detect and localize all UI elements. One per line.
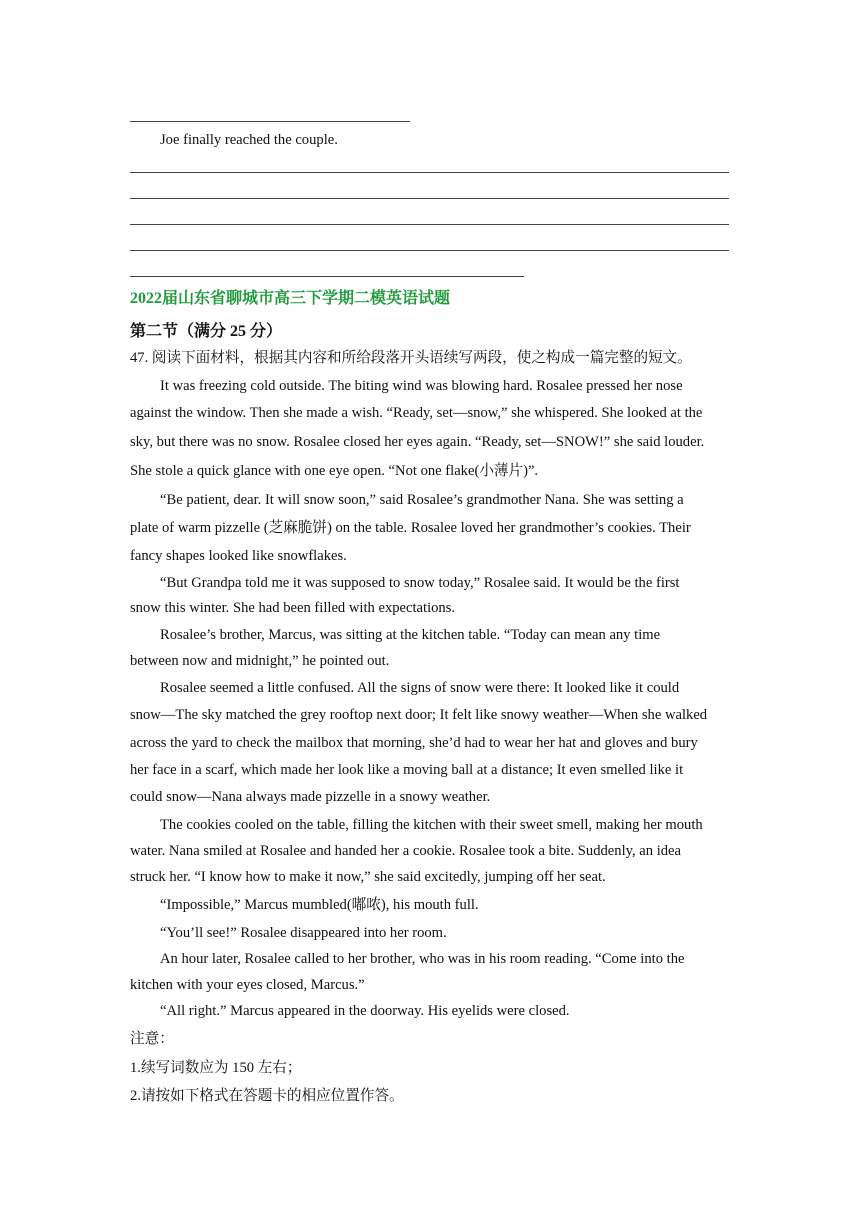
notes-item-format: 2.请按如下格式在答题卡的相应位置作答。 xyxy=(130,1088,404,1104)
passage-line: The cookies cooled on the table, filling the kitchen with their sweet smell, making her mouth xyxy=(160,817,703,833)
passage-line: her face in a scarf, which made her look like a moving ball at a distance; It even smelled like it xyxy=(130,762,684,778)
passage-line: Rosalee seemed a little confused. All the signs of snow were there: It looked like it could xyxy=(160,680,680,696)
passage-line: across the yard to check the mailbox that morning, she’d had to wear her hat and gloves and bury xyxy=(130,735,698,751)
passage-line: fancy shapes looked like snowflakes. xyxy=(130,548,347,564)
passage-line: sky, but there was no snow. Rosalee closed her eyes again. “Ready, set—SNOW!” she said louder. xyxy=(130,434,705,450)
answer-line xyxy=(130,198,729,199)
passage-line: “All right.” Marcus appeared in the doorway. His eyelids were closed. xyxy=(160,1003,570,1019)
passage-line: plate of warm pizzelle (芝麻脆饼) on the table. Rosalee loved her grandmother’s cookies. Their xyxy=(130,520,691,536)
passage-line: Rosalee’s brother, Marcus, was sitting at the kitchen table. “Today can mean any time xyxy=(160,627,661,643)
answer-line xyxy=(130,276,524,277)
notes-label: 注意： xyxy=(130,1031,174,1047)
passage-line: She stole a quick glance with one eye open. “Not one flake(小薄片)”. xyxy=(130,463,539,479)
passage-line: between now and midnight,” he pointed out. xyxy=(130,653,390,669)
passage-line: could snow—Nana always made pizzelle in a snowy weather. xyxy=(130,789,491,805)
notes-item-word-count: 1.续写词数应为 150 左右； xyxy=(130,1060,302,1076)
question-instruction: 47. 阅读下面材料，根据其内容和所给段落开头语续写两段，使之构成一篇完整的短文。 xyxy=(130,350,692,366)
passage-line: against the window. Then she made a wish. “Ready, set—snow,” she whispered. She looked at the xyxy=(130,405,703,421)
answer-line xyxy=(130,224,729,225)
passage-line: kitchen with your eyes closed, Marcus.” xyxy=(130,977,365,993)
passage-line: snow—The sky matched the grey rooftop next door; It felt like snowy weather—When she walked xyxy=(130,707,708,723)
continuation-opening-line: Joe finally reached the couple. xyxy=(160,132,338,148)
passage-line: An hour later, Rosalee called to her brother, who was in his room reading. “Come into the xyxy=(160,951,685,967)
passage-line: struck her. “I know how to make it now,” she said excitedly, jumping off her seat. xyxy=(130,869,606,885)
section-title: 第二节（满分 25 分） xyxy=(130,323,283,340)
answer-line xyxy=(130,250,729,251)
passage-line: “Impossible,” Marcus mumbled(嘟哝), his mouth full. xyxy=(160,897,479,913)
passage-line: “But Grandpa told me it was supposed to snow today,” Rosalee said. It would be the first xyxy=(160,575,680,591)
passage-line: “Be patient, dear. It will snow soon,” said Rosalee’s grandmother Nana. She was setting a xyxy=(160,492,684,508)
passage-line: “You’ll see!” Rosalee disappeared into her room. xyxy=(160,925,447,941)
answer-line xyxy=(130,121,410,122)
answer-line xyxy=(130,172,729,173)
passage-line: snow this winter. She had been filled with expectations. xyxy=(130,600,456,616)
passage-line: water. Nana smiled at Rosalee and handed her a cookie. Rosalee took a bite. Suddenly, an idea xyxy=(130,843,681,859)
passage-line: It was freezing cold outside. The biting wind was blowing hard. Rosalee pressed her nose xyxy=(160,378,683,394)
exam-title: 2022届山东省聊城市高三下学期二模英语试题 xyxy=(130,290,451,307)
